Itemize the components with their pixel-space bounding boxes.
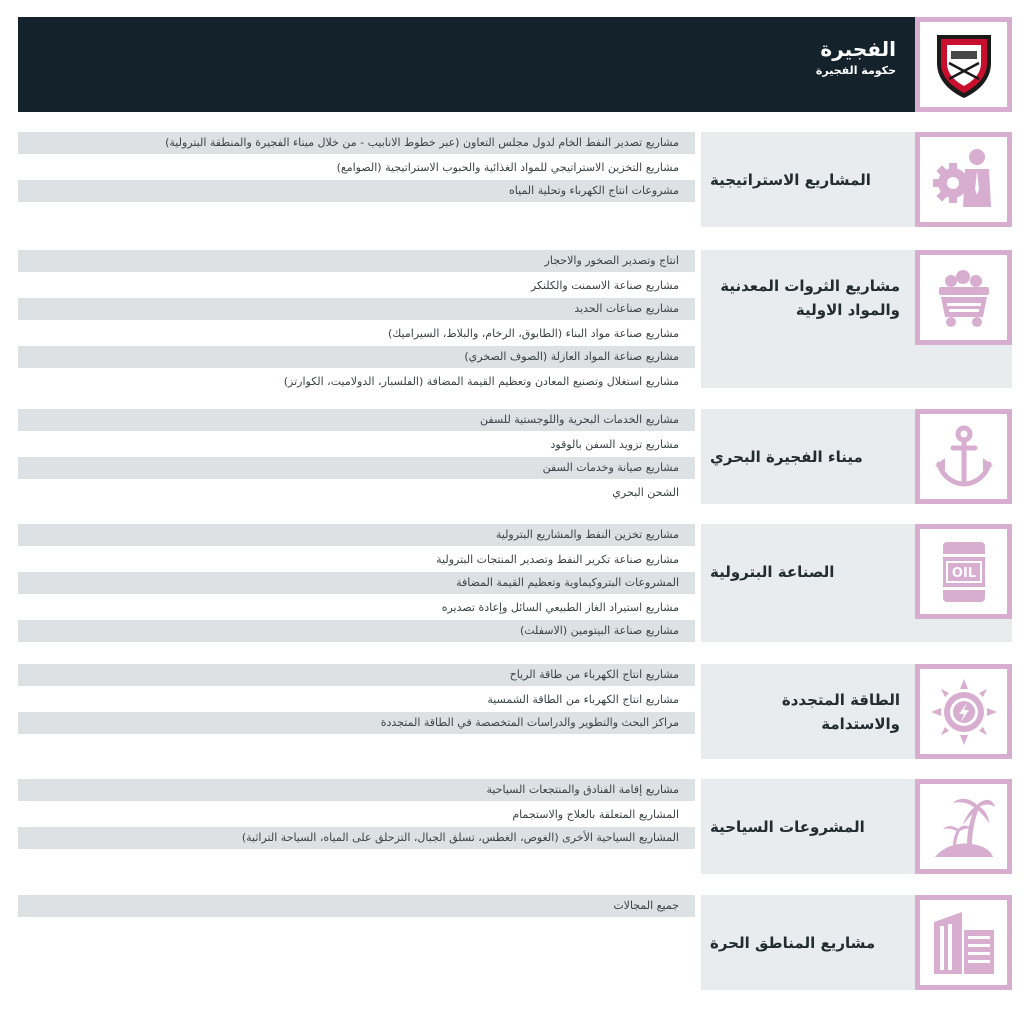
list-item: مشاريع صناعة الاسمنت والكلنكر (530, 279, 679, 292)
list-item: مشاريع تصدير النفط الخام لدول مجلس التعاون (عبر خطوط الانابيب - من خلال ميناء الفجيرة والمنطقة البترولية) (18, 132, 695, 154)
page-header (18, 17, 1012, 112)
section-items (18, 250, 695, 394)
palm-island-icon (931, 793, 997, 861)
section-title: مشاريع الثروات المعدنية والمواد الاولية (720, 276, 900, 319)
list-item: المشاريع المتعلقة بالعلاج والاستجمام (512, 808, 679, 821)
section-title: المشروعات السياحية (710, 817, 865, 836)
section-label-panel (701, 250, 1012, 388)
list-item: مراكز البحث والتطوير والدراسات المتخصصة في الطاقة المتجددة (18, 712, 695, 734)
list-item: مشاريع استيراد الغاز الطبيعي السائل وإعادة تصديره (441, 601, 679, 614)
mining-cart-icon (933, 267, 995, 329)
section-title: الطاقة المتجددة والاستدامة (781, 690, 900, 733)
fujairah-emblem-icon (933, 29, 995, 101)
section-title: ميناء الفجيرة البحري (710, 447, 863, 466)
list-item: مشاريع صناعة البيتومين (الاسفلت) (18, 620, 695, 642)
section-title: المشاريع الاستراتيجية (710, 170, 871, 189)
list-item: مشاريع إقامة الفنادق والمنتجعات السياحية (18, 779, 695, 801)
section-items (18, 132, 695, 204)
section-items (18, 524, 695, 644)
section-items (18, 895, 695, 919)
list-item: مشاريع الخدمات البحرية واللوجستية للسفن (18, 409, 695, 431)
header-subtitle: حكومة الفجيرة (815, 64, 896, 77)
section-icon-frame (915, 779, 1012, 874)
section-items (18, 664, 695, 736)
header-title-block (816, 35, 896, 79)
section-items (18, 779, 695, 851)
oil-label: OIL (951, 565, 976, 581)
section-label-panel (701, 409, 1012, 504)
list-item: مشاريع صناعة مواد البناء (الطابوق، الرخام، والبلاط، السيراميك) (388, 327, 679, 340)
section-fujairah-port (18, 409, 1012, 504)
section-icon-frame (915, 895, 1012, 990)
list-item: مشاريع صناعة المواد العازلة (الصوف الصخري) (18, 346, 695, 368)
list-item: مشاريع تزويد السفن بالوقود (550, 438, 679, 451)
section-icon-frame (915, 250, 1012, 345)
section-petroleum-industry (18, 524, 1012, 642)
list-item: مشروعات انتاج الكهرباء وتحلية المياه (18, 180, 695, 202)
section-label-panel (701, 524, 1012, 642)
section-strategic-projects (18, 132, 1012, 227)
list-item: مشاريع استغلال وتصنيع المعادن وتعظيم القيمة المضافة (الفلسبار، الدولاميت، الكوارتز) (283, 375, 679, 388)
list-item: مشاريع التخزين الاستراتيجي للمواد الغذائية والحبوب الاستراتيجية (الصوامع) (336, 161, 679, 174)
section-title: مشاريع المناطق الحرة (710, 933, 876, 952)
section-icon-frame (915, 664, 1012, 759)
section-icon-frame (915, 524, 1012, 619)
section-label-panel (701, 779, 1012, 874)
oil-barrel-icon (939, 540, 989, 604)
logo-frame (915, 17, 1012, 112)
list-item: الشحن البحري (612, 486, 679, 499)
section-items (18, 409, 695, 505)
section-label-panel (701, 132, 1012, 227)
businessman-gear-icon (931, 145, 997, 215)
section-mineral-resources (18, 250, 1012, 388)
section-free-zones (18, 895, 1012, 990)
section-icon-frame (915, 132, 1012, 227)
list-item: جميع المجالات (18, 895, 695, 917)
section-renewable-energy (18, 664, 1012, 759)
list-item: انتاج وتصدير الصخور والاحجار (18, 250, 695, 272)
section-label-panel (701, 664, 1012, 759)
anchor-icon (933, 424, 995, 490)
building-icon (932, 910, 996, 976)
list-item: مشاريع صناعة تكرير النفط وتصدير المنتجات البترولية (436, 553, 679, 566)
list-item: مشاريع صناعات الحديد (18, 298, 695, 320)
section-icon-frame (915, 409, 1012, 504)
list-item: مشاريع صيانة وخدمات السفن (18, 457, 695, 479)
section-tourism-projects (18, 779, 1012, 874)
solar-energy-icon (929, 677, 999, 747)
section-label-panel (701, 895, 1012, 990)
list-item: مشاريع انتاج الكهرباء من الطاقة الشمسية (487, 693, 679, 706)
list-item: المشروعات البتروكيماوية وتعظيم القيمة المضافة (18, 572, 695, 594)
section-title: الصناعة البترولية (710, 562, 835, 581)
list-item: المشاريع السياحية الأخرى (الغوص، الغطس، تسلق الجبال، التزحلق على المياه، السياحة التراثية) (18, 827, 695, 849)
list-item: مشاريع تخزين النفط والمشاريع البترولية (18, 524, 695, 546)
list-item: مشاريع انتاج الكهرباء من طاقة الرياح (18, 664, 695, 686)
header-title: الفجيرة (820, 37, 896, 61)
